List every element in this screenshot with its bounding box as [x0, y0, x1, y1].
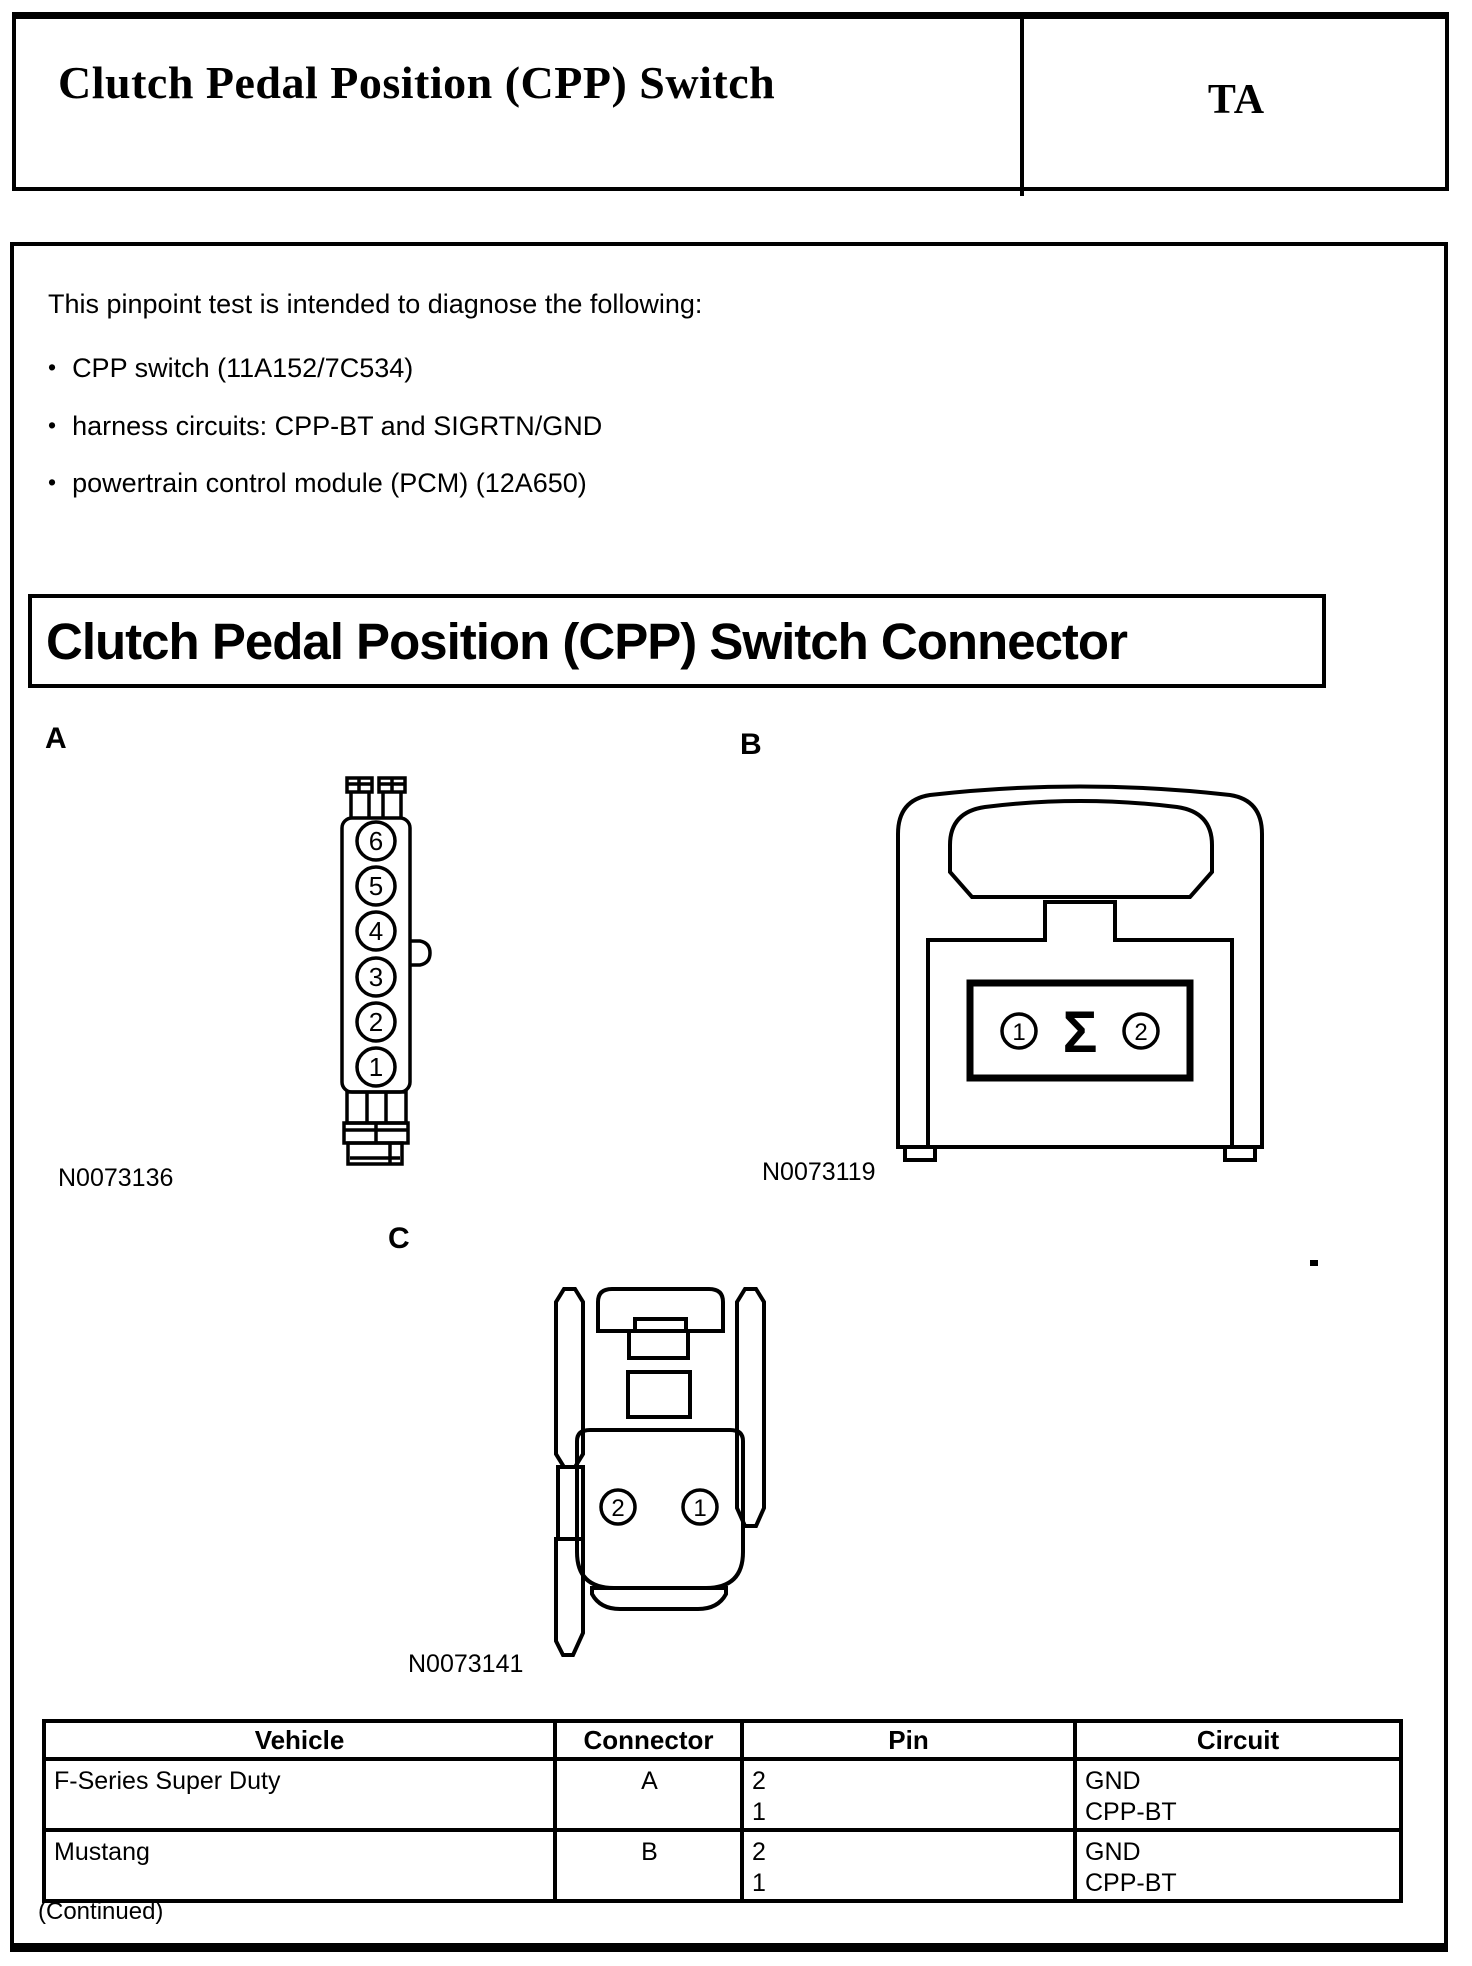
connector-c-box [629, 1331, 688, 1358]
table-row [44, 1759, 1401, 1830]
figure-b-label: B [740, 728, 762, 761]
figure-a-number: N0073136 [58, 1164, 174, 1192]
circuit-value: GND [1085, 1838, 1141, 1866]
circuit-value: CPP-BT [1085, 1798, 1177, 1826]
cell-vehicle: Mustang [44, 1830, 555, 1901]
connector-c-left-segment [558, 1467, 583, 1539]
bullet-icon: • [48, 354, 57, 380]
col-header-vehicle: Vehicle [44, 1721, 555, 1759]
pin-number: 2 [611, 1495, 625, 1522]
cell-connector: A [555, 1759, 742, 1830]
pin-number: 1 [1012, 1019, 1026, 1046]
connector-c-latch [598, 1289, 723, 1331]
cell-vehicle: F-Series Super Duty [44, 1759, 555, 1830]
bullet-text: harness circuits: CPP-BT and SIGRTN/GND [72, 411, 603, 441]
intro-lead: This pinpoint test is intended to diagnose the following: [48, 289, 703, 319]
figure-b-number: N0073119 [762, 1158, 876, 1186]
bullet-item [48, 410, 602, 442]
bullet-item [48, 352, 413, 384]
connector-pin-table [42, 1719, 1403, 1903]
page-title: Clutch Pedal Position (CPP) Switch [58, 57, 776, 108]
section-code: TA [1207, 77, 1266, 123]
pin-number: 1 [368, 1052, 384, 1082]
pin-number: 4 [368, 916, 384, 946]
pin-number: 2 [1134, 1019, 1148, 1046]
col-header-connector: Connector [555, 1721, 742, 1759]
pin-value: 1 [752, 1798, 766, 1826]
connector-c-lip [592, 1588, 726, 1609]
bullet-text: powertrain control module (PCM) (12A650) [72, 468, 587, 498]
bullet-icon: • [48, 412, 57, 438]
table-header-row [44, 1721, 1401, 1759]
pin-number: 5 [368, 871, 384, 901]
figure-c-number: N0073141 [408, 1650, 524, 1678]
sigma-symbol: Σ [1062, 1000, 1098, 1065]
figure-c-label: C [388, 1222, 410, 1255]
bullet-text: CPP switch (11A152/7C534) [72, 353, 414, 383]
circuit-value: GND [1085, 1767, 1141, 1795]
connector-b-body [898, 787, 1262, 1148]
col-header-pin: Pin [742, 1721, 1075, 1759]
cell-pin [742, 1830, 1075, 1901]
continued-note: (Continued) [38, 1898, 164, 1925]
circuit-value: CPP-BT [1085, 1869, 1177, 1897]
connector-c-box [628, 1372, 690, 1417]
pin-number: 6 [368, 826, 384, 856]
pin-value: 2 [752, 1838, 766, 1866]
bullet-icon: • [48, 469, 57, 495]
pin-value: 1 [752, 1869, 766, 1897]
scan-artifact-dot [1310, 1260, 1318, 1266]
pin-number: 3 [368, 962, 384, 992]
figure-a-label: A [45, 722, 67, 755]
connector-c-diagram [540, 1280, 790, 1670]
connector-b-latch [950, 801, 1212, 897]
cell-pin [742, 1759, 1075, 1830]
section-heading: Clutch Pedal Position (CPP) Switch Connector [46, 612, 1127, 670]
connector-b-diagram [880, 775, 1275, 1167]
pin-number: 1 [693, 1495, 707, 1522]
connector-a-diagram [330, 770, 442, 1170]
cell-circuit [1075, 1830, 1401, 1901]
bullet-item [48, 467, 587, 499]
table-row [44, 1830, 1401, 1901]
section-heading-box [28, 594, 1326, 688]
pin-number: 2 [368, 1007, 384, 1037]
col-header-circuit: Circuit [1075, 1721, 1401, 1759]
cell-connector: B [555, 1830, 742, 1901]
connector-a-lock-tab [410, 941, 430, 965]
cell-circuit [1075, 1759, 1401, 1830]
pin-value: 2 [752, 1767, 766, 1795]
